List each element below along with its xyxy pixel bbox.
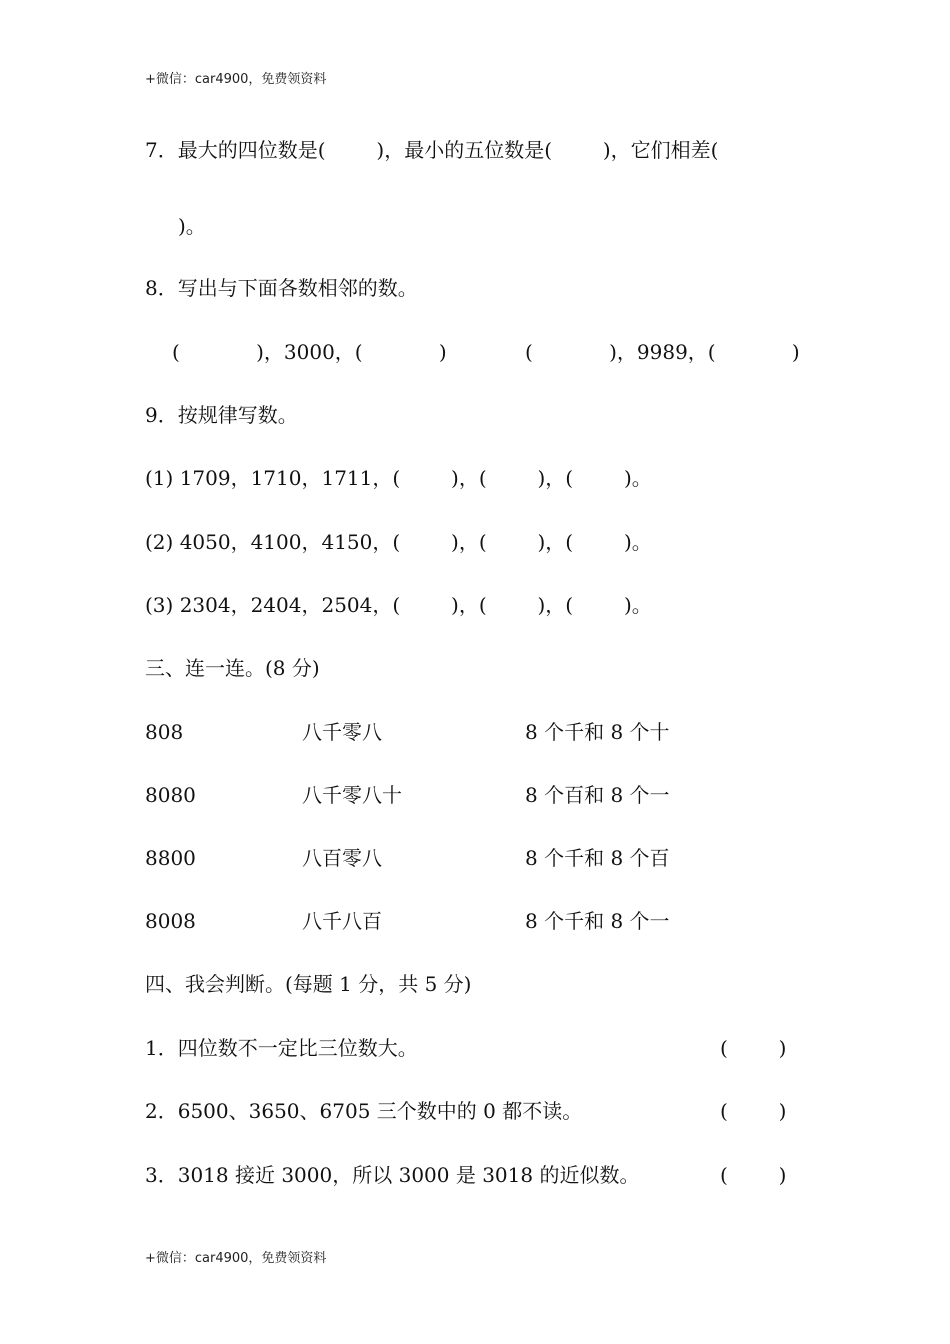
match-number-2: 8080 <box>145 783 196 807</box>
footer-note: +微信：car4900，免费领资料 <box>145 1251 327 1266</box>
q7-line2: )。 <box>178 214 206 238</box>
match-words-1: 八千零八 <box>302 720 382 744</box>
header-note: +微信：car4900，免费领资料 <box>145 72 327 87</box>
judge-blank-2: ( ) <box>720 1099 787 1123</box>
match-units-3: 8 个千和 8 个百 <box>525 846 670 870</box>
judge-blank-1: ( ) <box>720 1036 787 1060</box>
section4-title: 四、我会判断。(每题 1 分，共 5 分) <box>145 972 472 996</box>
match-units-2: 8 个百和 8 个一 <box>525 783 670 807</box>
q8-left: ( )，3000，( ) <box>172 340 447 364</box>
match-words-3: 八百零八 <box>302 846 382 870</box>
match-words-2: 八千零八十 <box>302 783 402 807</box>
match-units-4: 8 个千和 8 个一 <box>525 909 670 933</box>
judge-blank-3: ( ) <box>720 1163 787 1187</box>
judge-item-2: 2．6500、3650、6705 三个数中的 0 都不读。 <box>145 1099 583 1123</box>
match-words-4: 八千八百 <box>302 909 382 933</box>
match-number-3: 8800 <box>145 846 196 870</box>
q8-right: ( )，9989，( ) <box>525 340 800 364</box>
judge-item-1: 1．四位数不一定比三位数大。 <box>145 1036 418 1060</box>
q9-item-3: (3) 2304，2404，2504，( )，( )，( )。 <box>145 593 652 617</box>
q8-title: 8．写出与下面各数相邻的数。 <box>145 276 418 300</box>
match-number-4: 8008 <box>145 909 196 933</box>
match-units-1: 8 个千和 8 个十 <box>525 720 670 744</box>
q9-item-1: (1) 1709，1710，1711，( )，( )，( )。 <box>145 466 652 490</box>
section3-title: 三、连一连。(8 分) <box>145 656 320 680</box>
q9-item-2: (2) 4050，4100，4150，( )，( )，( )。 <box>145 530 652 554</box>
q9-title: 9．按规律写数。 <box>145 403 298 427</box>
match-number-1: 808 <box>145 720 184 744</box>
judge-item-3: 3．3018 接近 3000，所以 3000 是 3018 的近似数。 <box>145 1163 640 1187</box>
q7-line1: 7．最大的四位数是( )，最小的五位数是( )，它们相差( <box>145 138 719 162</box>
